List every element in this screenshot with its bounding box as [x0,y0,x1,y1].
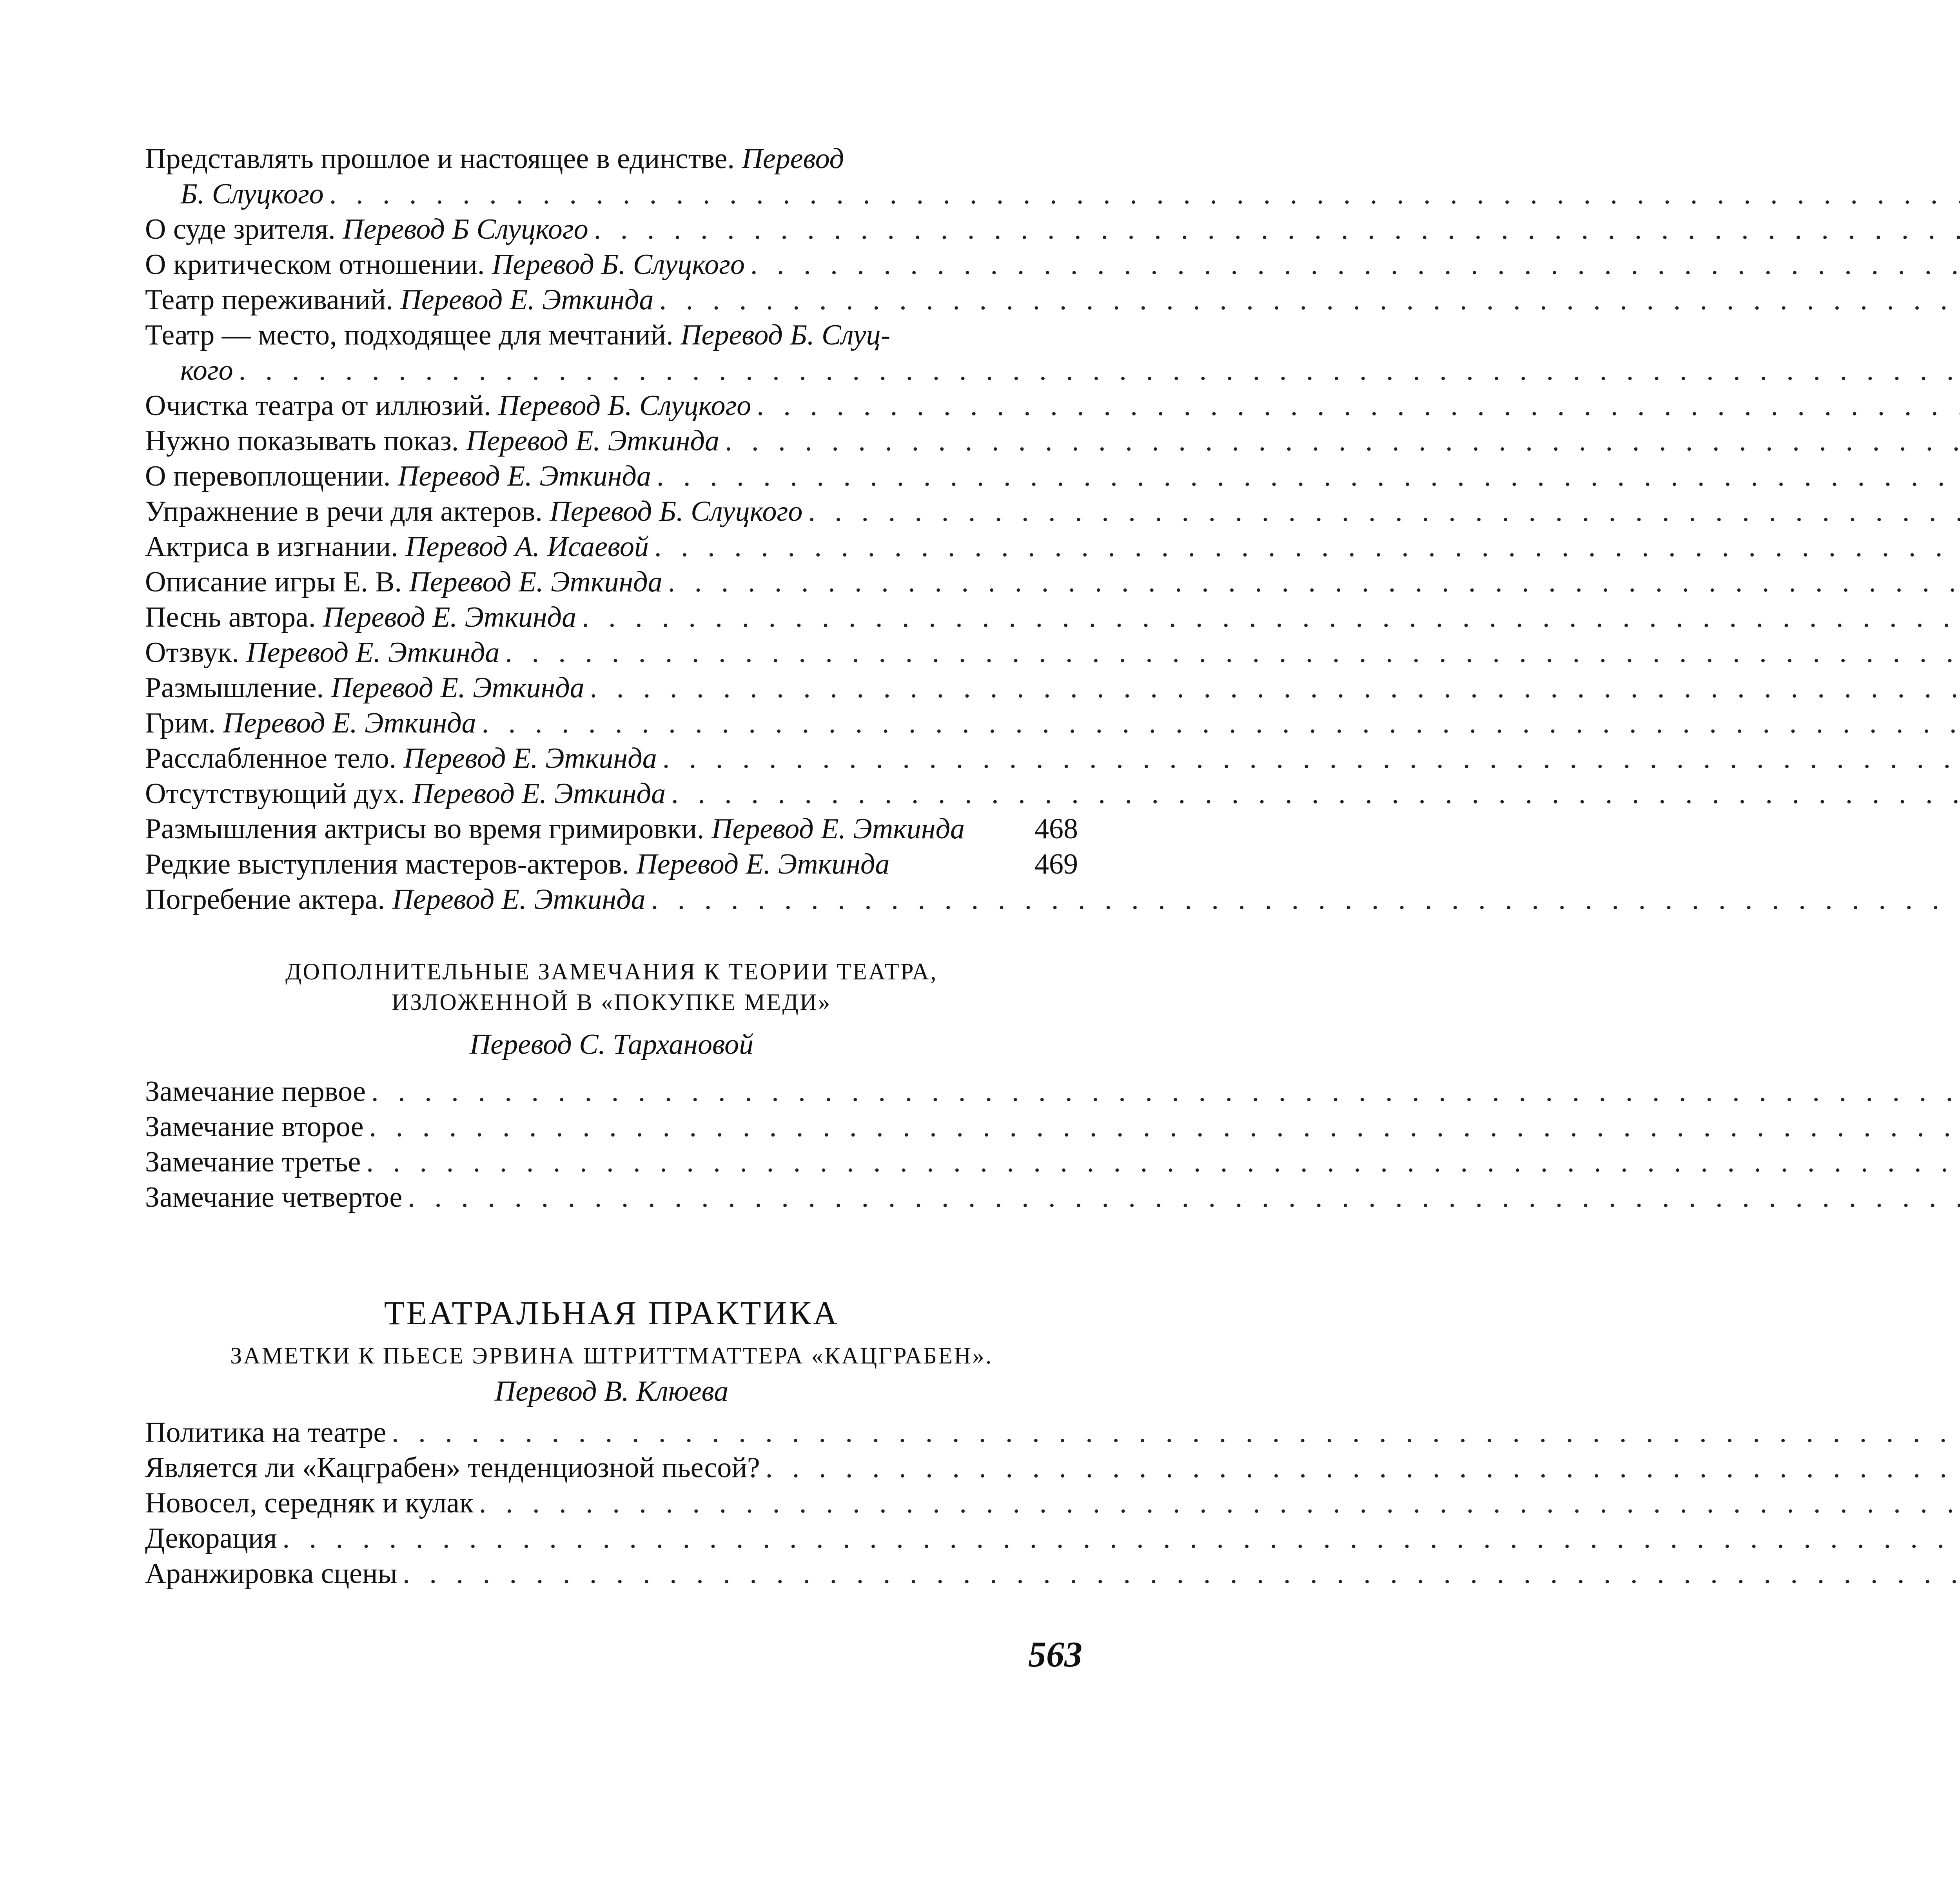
entry-title: Расслабленное тело. [145,742,397,774]
dot-leader [802,494,1960,529]
entry-translation: Перевод Е. Эткинда [223,707,476,739]
toc-entry [145,247,1078,282]
toc-entry [145,212,1078,247]
section3-heading: ТЕАТРАЛЬНАЯ ПРАКТИКА [384,1294,839,1332]
entry-title: Упражнение в речи для актеров. [145,495,543,528]
toc-entry [145,1144,1078,1180]
entry-title: Песнь автора. [145,601,316,633]
entry-translation: Перевод Е. Эткинда [466,425,720,457]
toc-entry [145,811,1078,847]
entry-title: Замечание третье [145,1146,361,1178]
dot-leader [654,282,1960,317]
toc-entry [145,847,1078,882]
toc-entry [145,176,1078,212]
toc-entry [145,317,1078,353]
entry-translation: Перевод Б. Слуц- [681,319,891,351]
toc-entry [145,423,1078,459]
entry-page: 468 [1034,813,1078,845]
toc-entry [145,1180,1078,1215]
entry-title: О критическом отношении. [145,248,485,281]
dot-leader [386,1415,1960,1450]
toc-entry [145,882,1078,917]
toc-entry [145,388,1078,423]
toc-entry [145,1415,1078,1450]
toc-entry [145,141,1078,176]
dot-leader [651,459,1960,494]
dot-leader [233,353,1960,388]
dot-leader [760,1450,1960,1485]
toc-entry [145,529,1078,564]
entry-translation: Перевод Е. Эткинда [636,848,890,880]
toc-entry [145,1485,1078,1521]
entry-translation: Перевод Е. Эткинда [409,566,662,598]
dot-leader [751,388,1960,423]
dot-leader [584,670,1960,705]
dot-leader [657,741,1960,776]
entry-title: Политика на театре [145,1416,387,1449]
dot-leader [324,176,1960,212]
entry-title: Нужно показывать показ. [145,425,459,457]
toc-entry [145,635,1078,670]
dot-leader [649,529,1960,564]
entry-translation: Перевод Е. Эткинда [331,672,584,704]
entry-title: Замечание первое [145,1075,366,1108]
entry-title: Замечание второе [145,1111,364,1143]
entry-translation: Перевод Е. Эткинда [392,883,646,916]
toc-list-section2 [145,1074,1078,1215]
entry-title: Новосел, середняк и кулак [145,1487,474,1519]
toc-entry [145,776,1078,811]
entry-title: Редкие выступления мастеров-актеров. [145,848,629,880]
page-number: 563 [1028,1634,1082,1674]
entry-translation: Перевод Б. Слуцкого [492,248,745,281]
dot-leader [662,564,1960,600]
entry-title: Очистка театра от иллюзий. [145,390,491,422]
toc-entry [145,705,1078,741]
entry-title: Аранжировка сцены [145,1557,397,1590]
toc-entry [145,1074,1078,1109]
entry-translation: Перевод Е. Эткинда [397,460,651,492]
dot-leader [719,423,1960,459]
section3-translator: Перевод В. Клюева [494,1375,729,1407]
entry-title: Замечание четвертое [145,1181,403,1213]
toc-entry [145,282,1078,317]
entry-translation: Перевод Е. Эткинда [412,778,666,810]
dot-leader [402,1180,1960,1215]
entry-title: Размышления актрисы во время гримировки. [145,813,704,845]
dot-leader [474,1485,1960,1521]
section2-heading [145,956,1078,1017]
entry-translation: Перевод А. Исаевой [405,531,649,563]
entry-translation: Перевод [742,143,844,175]
dot-leader [476,705,1960,741]
section2-heading-line1: ДОПОЛНИТЕЛЬНЫЕ ЗАМЕЧАНИЯ К ТЕОРИИ ТЕАТРА, [285,959,938,984]
section3-subheading: ЗАМЕТКИ К ПЬЕСЕ ЭРВИНА ШТРИТТМАТТЕРА «КАЦГРАБЕН». [230,1343,993,1369]
entry-translation: кого [180,354,233,386]
toc-entry [145,1450,1078,1485]
toc-entry [145,1109,1078,1144]
dot-leader [666,776,1960,811]
entry-title: О перевоплощении. [145,460,391,492]
dot-leader [397,1556,1960,1591]
entry-title: Описание игры Е. В. [145,566,402,598]
dot-leader [361,1144,1960,1180]
entry-page: 469 [1034,848,1078,880]
entry-translation: Перевод Е. Эткинда [403,742,657,774]
dot-leader [277,1521,1960,1556]
entry-translation: Перевод Е. Эткинда [323,601,577,633]
dot-leader [499,635,1960,670]
dot-leader [646,882,1960,917]
dot-leader [364,1109,1960,1144]
dot-leader [588,212,1960,247]
section2-translator: Перевод С. Тархановой [469,1028,754,1061]
toc-entry [145,459,1078,494]
toc-entry [145,670,1078,705]
dot-leader [745,247,1960,282]
entry-title: Погребение актера. [145,883,385,916]
entry-title: Театр — место, подходящее для мечтаний. [145,319,673,351]
entry-title: Декорация [145,1522,277,1554]
entry-translation: Перевод Е. Эткинда [246,636,500,669]
toc-entry [145,1556,1078,1591]
entry-title: Грим. [145,707,216,739]
entry-translation: Перевод Б. Слуцкого [550,495,803,528]
entry-title: Отзвук. [145,636,239,669]
entry-translation: Перевод Б. Слуцкого [498,390,751,422]
entry-title: Размышление. [145,672,324,704]
toc-entry [145,564,1078,600]
toc-entry [145,1521,1078,1556]
entry-title: Отсутствующий дух. [145,778,405,810]
toc-entry [145,741,1078,776]
entry-title: Представлять прошлое и настоящее в единстве. [145,143,735,175]
section2-heading-line2: ИЗЛОЖЕННОЙ В «ПОКУПКЕ МЕДИ» [392,989,831,1015]
entry-translation: Перевод Б Слуцкого [343,213,588,245]
entry-translation: Б. Слуцкого [180,178,324,210]
toc-entry [145,353,1078,388]
dot-leader [366,1074,1960,1109]
toc-list-section3 [145,1415,1078,1591]
toc-entry [145,494,1078,529]
toc-entry [145,600,1078,635]
dot-leader [576,600,1960,635]
entry-title: Театр переживаний. [145,284,393,316]
entry-translation: Перевод Е. Эткинда [400,284,654,316]
toc-list-section1 [145,141,1078,917]
entry-translation: Перевод Е. Эткинда [711,813,965,845]
entry-title: О суде зрителя. [145,213,336,245]
entry-title: Является ли «Кацграбен» тенденциозной пьесой? [145,1452,760,1484]
entry-title: Актриса в изгнании. [145,531,398,563]
